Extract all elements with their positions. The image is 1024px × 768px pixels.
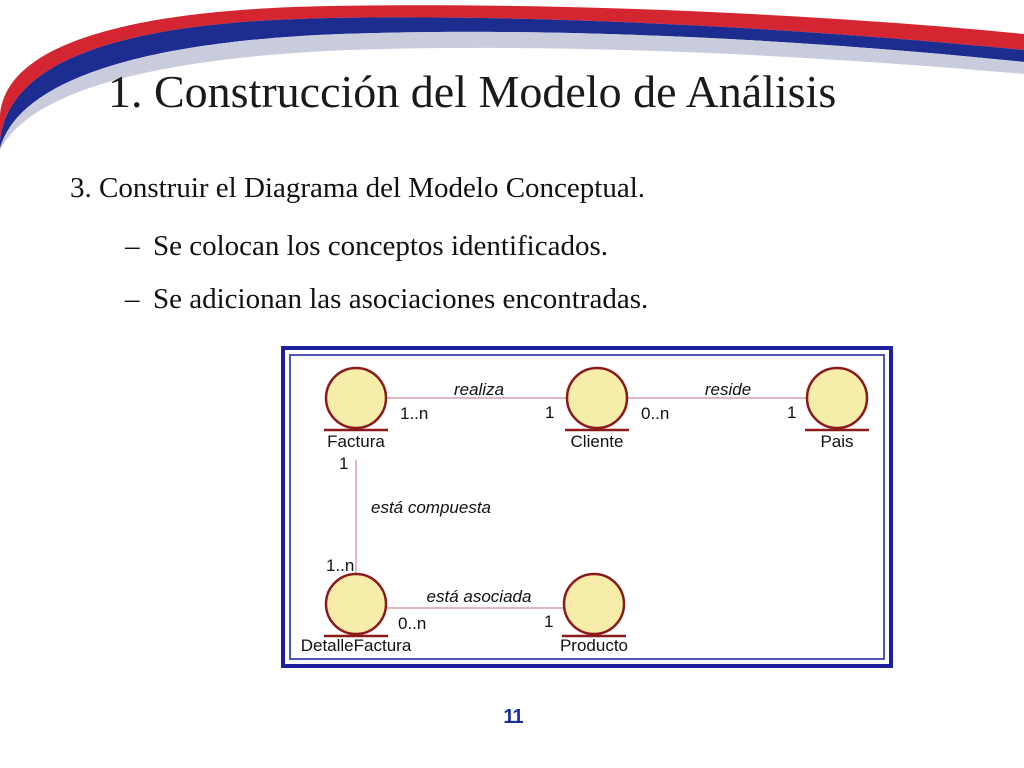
page-number: 11 [503, 706, 523, 728]
multiplicity-label: 0..n [398, 614, 427, 633]
multiplicity-label: 1 [787, 403, 797, 422]
entity-label: Producto [559, 636, 629, 655]
entity-icon [326, 574, 386, 634]
subpoint-2 [125, 281, 648, 317]
association-name-esta-asociada: está asociada [426, 587, 532, 606]
entity-label: DetalleFactura [300, 636, 412, 655]
subpoint-text: Se adicionan las asociaciones encontradas. [153, 283, 649, 315]
multiplicity-label: 1 [544, 612, 554, 631]
main-point: 3. Construir el Diagrama del Modelo Conceptual. [70, 172, 646, 204]
subpoint-1 [125, 228, 608, 264]
subpoint-bullet: – [125, 283, 140, 315]
entity-label: Cliente [570, 432, 624, 451]
multiplicity-label: 1 [545, 403, 555, 422]
entity-factura [324, 368, 388, 451]
multiplicity-label: 1..n [400, 404, 429, 423]
entity-icon [326, 368, 386, 428]
subpoint-text: Se colocan los conceptos identificados. [153, 230, 609, 262]
association-name-realiza: realiza [453, 380, 505, 399]
multiplicity-label: 1..n [326, 556, 355, 575]
entity-icon [564, 574, 624, 634]
entity-producto [560, 574, 628, 655]
entity-cliente [565, 368, 629, 451]
multiplicity-label: 1 [339, 454, 349, 473]
entity-icon [567, 368, 627, 428]
entity-label: Pais [820, 432, 854, 451]
entity-icon [807, 368, 867, 428]
slide-title: 1. Construcción del Modelo de Análisis [108, 66, 837, 117]
conceptual-model-diagram [281, 346, 893, 668]
association-name-esta-compuesta: está compuesta [371, 498, 492, 517]
entity-label: Factura [327, 432, 385, 451]
diagram-canvas [281, 346, 893, 668]
subpoint-bullet: – [125, 230, 140, 262]
multiplicity-label: 0..n [641, 404, 670, 423]
association-name-reside: reside [704, 380, 752, 399]
